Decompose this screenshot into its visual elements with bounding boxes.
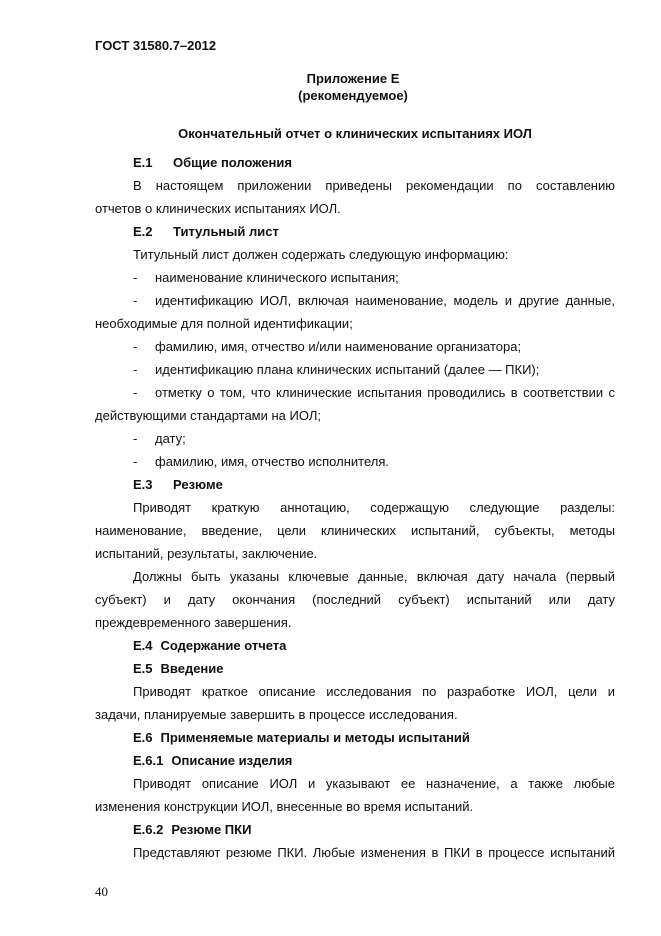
paragraph-line: преждевременного завершения. [95, 615, 292, 630]
section-number: Е.6.2 [133, 822, 164, 837]
bullet-dash: - [133, 431, 138, 446]
list-item [95, 381, 615, 404]
bullet-dash: - [133, 270, 138, 285]
paragraph-line: изменения конструкции ИОЛ, внесенные во время испытаний. [95, 799, 474, 814]
list-item [95, 427, 615, 450]
paragraph-line: Приводят краткую аннотацию, содержащую следующие разделы: [133, 500, 615, 515]
appendix-title: Приложение Е [306, 71, 400, 86]
bullet-dash: - [133, 362, 138, 377]
section-title: Резюме ПКИ [171, 822, 252, 837]
paragraph-line: наименование, введение, цели клинических испытаний, субъекты, методы [95, 523, 615, 538]
paragraph-line: действующими стандартами на ИОЛ; [95, 408, 321, 423]
list-item [95, 266, 615, 289]
list-item [95, 289, 615, 312]
appendix-note: (рекомендуемое) [298, 88, 408, 103]
section-title: Введение [160, 661, 224, 676]
section-number: Е.1 [133, 155, 153, 170]
section-heading-e6 [95, 726, 615, 749]
section-heading-e6-2 [95, 818, 615, 841]
section-number: Е.5 [133, 661, 153, 676]
list-item [95, 450, 615, 473]
paragraph-line: Представляют резюме ПКИ. Любые изменения в ПКИ в процессе испытаний [133, 845, 615, 860]
section-title: Резюме [173, 477, 223, 492]
page-number: 40 [95, 884, 108, 899]
standard-header: ГОСТ 31580.7–2012 [95, 38, 217, 53]
paragraph-line: Титульный лист должен содержать следующую информацию: [133, 247, 509, 262]
bullet-dash: - [133, 339, 138, 354]
list-item-text: идентификацию плана клинических испытаний (далее — ПКИ); [155, 362, 540, 377]
section-title: Общие положения [173, 155, 292, 170]
body-text [95, 151, 615, 864]
section-heading-e3 [95, 473, 615, 496]
section-heading-e2 [95, 220, 615, 243]
list-item [95, 335, 615, 358]
list-item-text: отметку о том, что клинические испытания проводились в соответствии с [155, 385, 615, 400]
list-item-text: дату; [155, 431, 186, 446]
section-heading-e1 [95, 151, 615, 174]
section-number: Е.4 [133, 638, 153, 653]
paragraph-line: Должны быть указаны ключевые данные, включая дату начала (первый [133, 569, 615, 584]
paragraph-line: Приводят краткое описание исследования по разработке ИОЛ, цели и [133, 684, 615, 699]
paragraph-line: В настоящем приложении приведены рекомендации по составлению [133, 178, 615, 193]
paragraph-line: Приводят описание ИОЛ и указывают ее назначение, а также любые [133, 776, 615, 791]
list-item [95, 358, 615, 381]
document-title: Окончательный отчет о клинических испытаниях ИОЛ [178, 126, 532, 141]
paragraph-line: субъект) и дату окончания (последний субъект) испытаний или дату [95, 592, 615, 607]
section-title: Титульный лист [173, 224, 279, 239]
section-number: Е.6 [133, 730, 153, 745]
section-number: Е.6.1 [133, 753, 164, 768]
section-title: Применяемые материалы и методы испытаний [160, 730, 470, 745]
bullet-dash: - [133, 454, 138, 469]
section-number: Е.3 [133, 477, 153, 492]
paragraph-line: необходимые для полной идентификации; [95, 316, 353, 331]
section-heading-e5 [95, 657, 615, 680]
section-heading-e4 [95, 634, 615, 657]
section-title: Описание изделия [171, 753, 293, 768]
section-title: Содержание отчета [160, 638, 287, 653]
list-item-text: идентификацию ИОЛ, включая наименование, модель и другие данные, [155, 293, 615, 308]
section-number: Е.2 [133, 224, 153, 239]
list-item-text: наименование клинического испытания; [155, 270, 399, 285]
bullet-dash: - [133, 385, 138, 400]
list-item-text: фамилию, имя, отчество исполнителя. [155, 454, 389, 469]
section-heading-e6-1 [95, 749, 615, 772]
paragraph-line: отчетов о клинических испытаниях ИОЛ. [95, 201, 341, 216]
bullet-dash: - [133, 293, 138, 308]
paragraph-line: задачи, планируемые завершить в процессе исследования. [95, 707, 458, 722]
list-item-text: фамилию, имя, отчество и/или наименование организатора; [155, 339, 522, 354]
paragraph-line: испытаний, результаты, заключение. [95, 546, 318, 561]
